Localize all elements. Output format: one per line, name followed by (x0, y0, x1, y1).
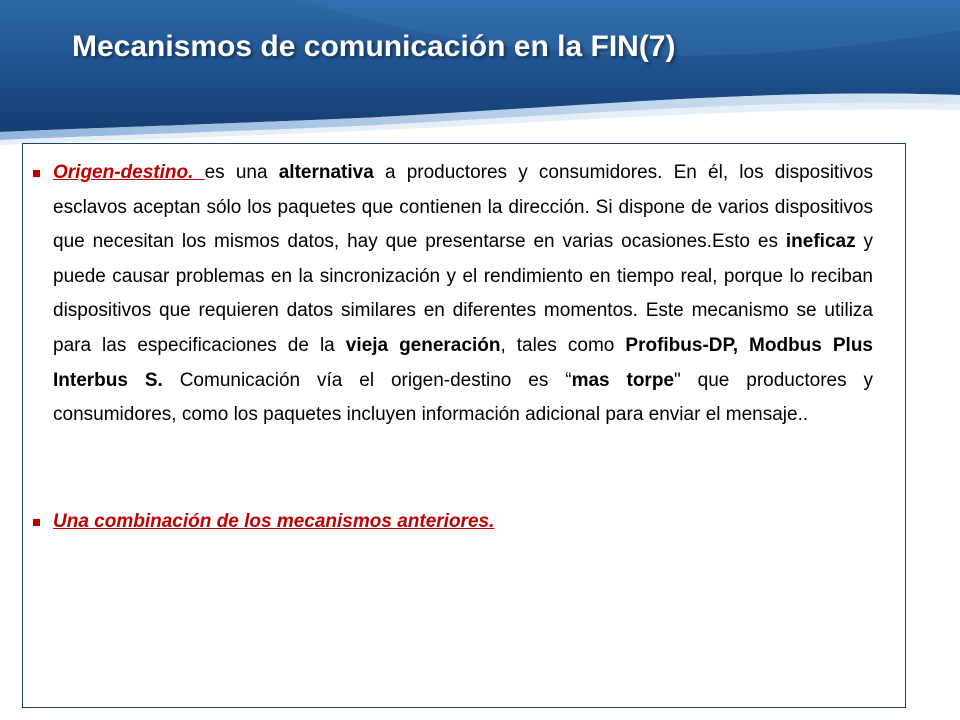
bold-term: Profibus-DP, Modbus Plus Interbus S. (53, 334, 873, 391)
header-wave-graphic (0, 0, 960, 160)
text-segment: " que productores y consumidores, como los paquetes incluyen información adicional para enviar el mensaje.. (53, 369, 873, 426)
bold-term: ineficaz (785, 231, 856, 253)
term-origen-destino: Origen-destino. (53, 162, 205, 183)
text-segment: y puede causar problemas en la sincronización y el rendimiento en tiempo real, porque lo reciban dispositivos que requieren datos similares en diferentes momentos. Este mecanismo se utiliza para las especificaciones de la (53, 231, 874, 356)
bullet-text (53, 505, 873, 540)
slide-title: Mecanismos de comunicación en la FIN(7) (72, 30, 676, 63)
text-segment: a productores y consumidores. En él, los dispositivos esclavos aceptan sólo los paquetes que contienen la dirección. Si dispone de varios dispositivos que necesitan los mismos datos, hay que presentarse en varias ocasiones.Esto es (53, 162, 873, 253)
bold-term: mas torpe (571, 369, 674, 391)
bullet-item-origen-destino (29, 156, 873, 433)
content-box (22, 143, 906, 708)
bullet-item-combinacion (29, 505, 873, 540)
bold-term: vieja generación (345, 334, 501, 356)
bullet-square-icon (33, 519, 40, 526)
bullet-text (53, 156, 873, 433)
text-segment: es una (204, 162, 279, 183)
bold-term: alternativa (278, 162, 374, 183)
text-segment: Comunicación vía el origen-destino es “ (162, 369, 572, 391)
bullet-square-icon (33, 170, 40, 177)
text-segment: , tales como (500, 334, 626, 356)
header-banner (0, 0, 960, 160)
term-combinacion: Una combinación de los mecanismos anteriores. (53, 511, 495, 532)
